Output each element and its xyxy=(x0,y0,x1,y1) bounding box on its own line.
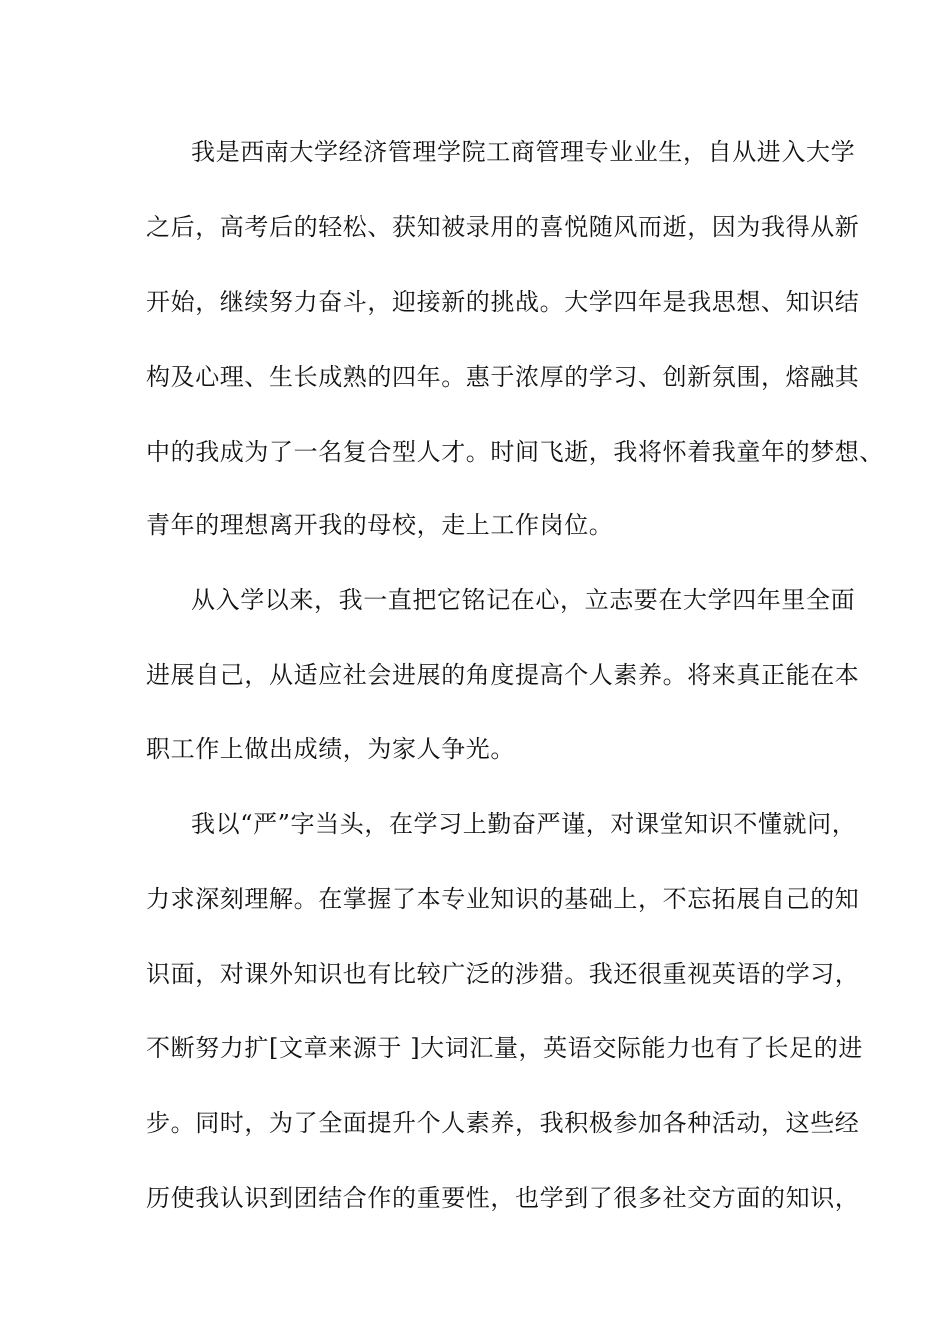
paragraph-3-line-5: 步。同时，为了全面提升个人素养，我积极参加各种活动，这些经 xyxy=(146,1109,860,1137)
paragraph-3-line-6: 历使我认识到团结合作的重要性，也学到了很多社交方面的知识， xyxy=(146,1184,860,1212)
paragraph-1-line-2: 之后，高考后的轻松、获知被录用的喜悦随风而逝，因为我得从新 xyxy=(146,213,860,241)
paragraph-1-line-3: 开始，继续努力奋斗，迎接新的挑战。大学四年是我思想、知识结 xyxy=(146,288,860,316)
paragraph-2-line-1: 从入学以来，我一直把它铭记在心，立志要在大学四年里全面 xyxy=(191,586,856,614)
paragraph-2-line-2: 进展自己，从适应社会进展的角度提高个人素养。将来真正能在本 xyxy=(146,661,860,689)
paragraph-3-line-3: 识面，对课外知识也有比较广泛的涉猎。我还很重视英语的学习， xyxy=(146,960,860,988)
paragraph-1-line-4: 构及心理、生长成熟的四年。惠于浓厚的学习、创新氛围，熔融其 xyxy=(146,363,860,391)
paragraph-1-line-5: 中的我成为了一名复合型人才。时间飞逝，我将怀着我童年的梦想、 xyxy=(146,438,884,466)
paragraph-1-line-6: 青年的理想离开我的母校，走上工作岗位。 xyxy=(146,511,614,539)
paragraph-2-line-3: 职工作上做出成绩，为家人争光。 xyxy=(146,735,515,763)
paragraph-3-line-2: 力求深刻理解。在掌握了本专业知识的基础上，不忘拓展自己的知 xyxy=(146,885,860,913)
paragraph-3-line-4: 不断努力扩[文章来源于 ]大词汇量，英语交际能力也有了长足的进 xyxy=(146,1034,863,1062)
paragraph-3-line-1: 我以“严”字当头，在学习上勤奋严谨，对课堂知识不懂就问， xyxy=(191,810,857,838)
paragraph-1-line-1: 我是西南大学经济管理学院工商管理专业业生，自从进入大学 xyxy=(191,138,856,166)
